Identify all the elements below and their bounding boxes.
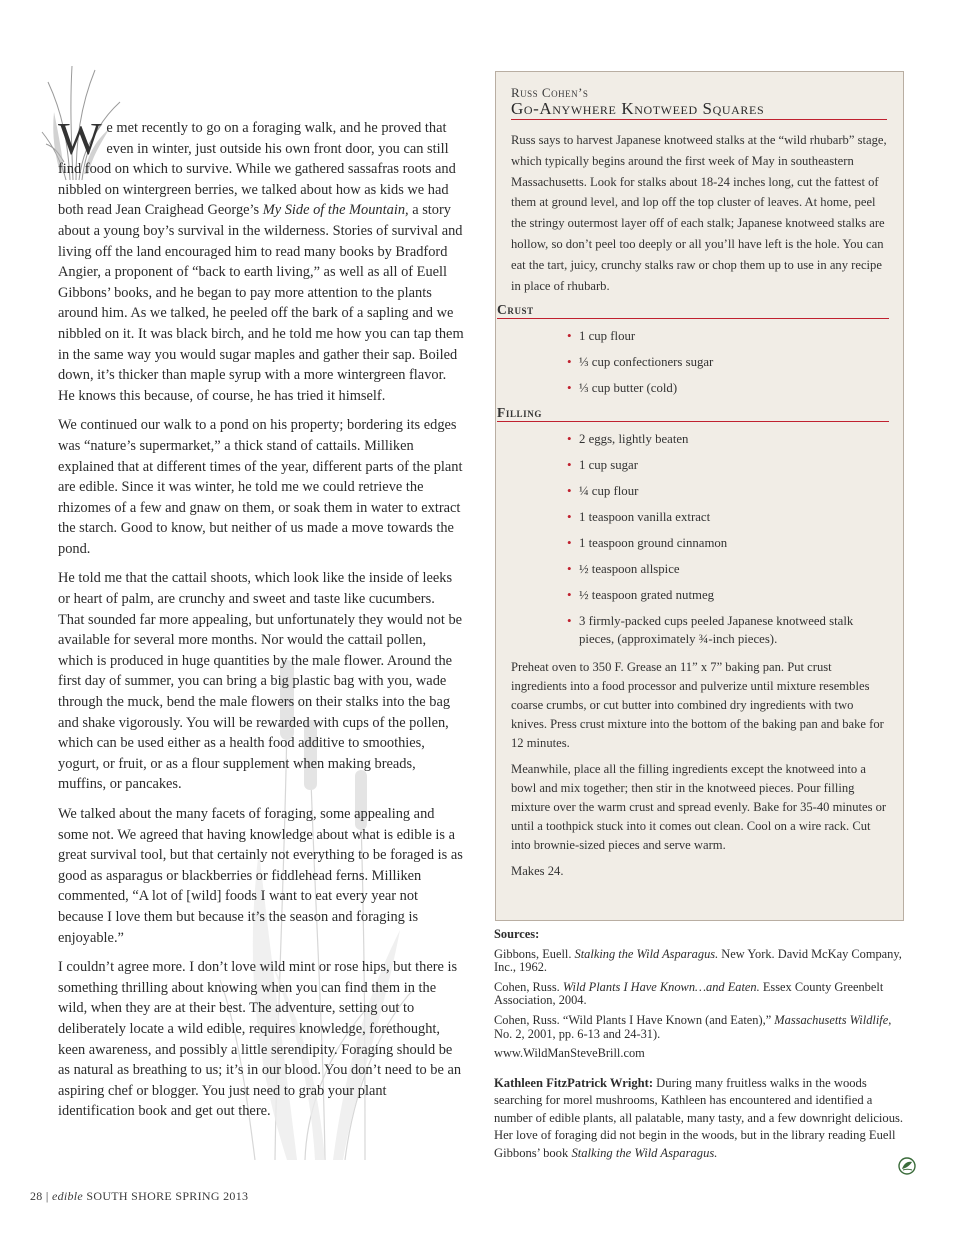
author-bio	[494, 1075, 904, 1162]
list-item	[567, 379, 887, 397]
list-item	[567, 560, 887, 578]
ingredient-text: 3 firmly-packed cups peeled Japanese knotweed stalk pieces, (approximately ¾-inch pieces).	[579, 614, 854, 647]
list-item	[567, 612, 887, 648]
bullet-icon: •	[567, 354, 572, 370]
bullet-icon: •	[567, 509, 572, 525]
source-text: New York. David McKay Company, Inc., 1962.	[494, 946, 902, 975]
paragraph-text: e met recently to go on a foraging walk, and he proved that even in winter, just outside his own front door, you can still find food on which to survive. While we gathered sassafras roots and nibbled on wintergreen berries, we talked about how as kids we had both read Jean Craighead George’s	[58, 120, 456, 219]
bullet-icon: •	[567, 561, 572, 577]
source-entry	[494, 1014, 904, 1041]
bio-text: During many fruitless walks in the woods searching for morel mushrooms, Kathleen has encountered and identified a number of edible plants, all palatable, many tasty, and a few downright delicious. Her love of foraging did not begin in the woods, but in the library reading Euell Gibbons’ book	[494, 1076, 904, 1160]
ingredient-text: 1 cup sugar	[579, 458, 638, 473]
article-paragraph	[58, 113, 464, 406]
article-paragraph: I couldn’t agree more. I don’t love wild mint or rose hips, but there is something thrilling about knowing when you can find them in the wild, when they are at their best. The adventure, setting out to deliberately locate a wild edible, requires knowledge, forethought, keen awareness, and possibly a little serendipity. Foraging should be as natural as breathing to us; it’s in our blood. You don’t need to be an aspiring chef or blogger. You just need to grab your plant identification book and get out there.	[58, 959, 462, 1120]
issue-label: SPRING 2013	[175, 1189, 249, 1203]
bullet-icon: •	[567, 483, 572, 499]
source-text: Cohen, Russ.	[494, 979, 563, 994]
list-item	[567, 456, 887, 474]
list-item	[567, 353, 887, 371]
bullet-icon: •	[567, 457, 572, 473]
ingredient-text: ¼ cup flour	[579, 484, 639, 499]
article-body	[58, 113, 464, 1131]
bullet-icon: •	[567, 328, 572, 344]
list-item	[567, 482, 887, 500]
recipe-step: Preheat oven to 350 F. Grease an 11” x 7” baking pan. Put crust ingredients into a food processor and pulverize until mixture resembles coarse crumbs, or cut butter into combined dry ingredients with two knives. Press crust mixture into the bottom of the baking pan and bake for 12 minutes.	[511, 660, 884, 751]
source-text: Essex County Greenbelt Association, 2004.	[494, 979, 884, 1008]
ingredient-text: 1 teaspoon ground cinnamon	[579, 536, 728, 551]
footer-separator: |	[45, 1189, 49, 1203]
book-title: Stalking the Wild Asparagus.	[571, 1145, 718, 1160]
source-link[interactable]: www.WildManSteveBrill.com	[494, 1046, 645, 1061]
source-entry	[494, 981, 904, 1008]
page-number: 28	[30, 1189, 43, 1203]
source-text: Cohen, Russ. “Wild Plants I Have Known (and Eaten),”	[494, 1012, 775, 1027]
bullet-icon: •	[567, 431, 572, 447]
end-mark-icon	[898, 1157, 916, 1175]
recipe-intro: Russ says to harvest Japanese knotweed stalks at the “wild rhubarb” stage, which typically begins around the first week of May in southeastern Massachusetts. Look for stalks about 18-24 inches long, cut the fattest of them at ground level, and lop off the top cluster of leaves. At home, peel the stringy outermost layer off of each stalk; Japanese knotweed stalks are hollow, so don’t peel too deeply or all you’ll have left is the hole. You can eat the tart, juicy, crunchy stalks raw or chop them up to use in any recipe in place of rhubarb.	[511, 133, 887, 293]
article-paragraph: We continued our walk to a pond on his property; bordering its edges was “nature’s supermarket,” a thick stand of cattails. Milliken explained that at different times of the year, different parts of the plant are edible. Since it was winter, he told me we could retrieve the rhizomes of a few and gnaw on them, or soak them in water to extract the starch. Good to know, but neither of us made a move towards the pond.	[58, 417, 463, 557]
ingredient-text: ½ teaspoon grated nutmeg	[579, 588, 715, 603]
bullet-icon: •	[567, 587, 572, 603]
recipe-kicker: Russ Cohen’s	[511, 85, 589, 100]
ingredient-text: ½ teaspoon allspice	[579, 562, 680, 577]
source-title: Wild Plants I Have Known…and Eaten.	[562, 979, 760, 994]
source-text: Gibbons, Euell.	[494, 946, 575, 961]
ingredient-text: 2 eggs, lightly beaten	[579, 432, 689, 447]
drop-cap: W	[58, 113, 102, 164]
paragraph-text: a story about a young boy’s survival in the wilderness. Stories of survival and living off the land encouraged him to read many books by Bradford Angier, a proponent of “back to earth living,” as well as all of Euell Gibbons’ books, and he began to pay more attention to the plants around him. As we talked, he peeled off the bark of a sapling and we nibbled on it. It was black birch, and he told me how you can tap them in the same way you would sugar maples and gather their sap. Boiled down, it’s thicker than maple syrup with a more wintergreen flavor. He knows this because, of course, he has tried it himself.	[58, 202, 464, 404]
recipe-step: Meanwhile, place all the filling ingredients except the knotweed into a bowl and mix together; then stir in the knotweed pieces. Pour filling mixture over the warm crust and spread evenly. Bake for 35-40 minutes or until a toothpick stuck into it comes out clean. Cool on a wire rack. Cut into brownie-sized pieces and serve warm.	[511, 762, 887, 853]
book-title: My Side of the Mountain,	[262, 202, 409, 219]
source-text: , No. 2, 2001, pp. 6-13 and 24-31).	[494, 1012, 892, 1041]
brand-name: edible	[51, 1189, 84, 1203]
recipe-box	[495, 71, 904, 921]
crust-heading: Crust	[497, 302, 889, 319]
list-item	[567, 508, 887, 526]
bullet-icon: •	[567, 380, 572, 396]
filling-heading: Filling	[497, 405, 889, 422]
list-item	[567, 534, 887, 552]
brand-region: SOUTH SHORE	[86, 1189, 173, 1203]
filling-ingredient-list	[567, 430, 887, 648]
article-paragraph: He told me that the cattail shoots, which look like the inside of leeks or heart of palm, are crunchy and sweet and taste like cucumbers. That sounded far more appealing, but unfortunately they would not be available for several more months. Nor would the cattail pollen, which is produced in huge quantities by the male flower. Around the first day of summer, you can bring a big plastic bag with you, wade through the muck, bend the male flowers on their stalks into the bag and shake vigorously. You will be rewarded with cups of the pollen, which can be used either as a health food additive to smoothies, yogurt, or fruit, or as a flour supplement when making breads, muffins, or pancakes.	[58, 570, 463, 793]
crust-ingredient-list	[567, 327, 887, 397]
sources-section	[494, 928, 904, 1067]
recipe-title: Go-Anywhere Knotweed Squares	[511, 100, 887, 120]
source-title: Massachusetts Wildlife	[774, 1012, 889, 1027]
ingredient-text: ⅓ cup butter (cold)	[579, 381, 678, 396]
list-item	[567, 327, 887, 345]
article-paragraph: We talked about the many facets of foraging, some appealing and some not. We agreed that having knowledge about what is edible is a great survival tool, but that certainly not everything to be foraged is as good as asparagus or blackberries or fiddlehead ferns. Milliken commented, “A lot of [wild] foods I want to eat every year not because I love them but because it’s the season and foraging is enjoyable.”	[58, 806, 463, 946]
source-title: Stalking the Wild Asparagus.	[574, 946, 719, 961]
bullet-icon: •	[567, 535, 572, 551]
recipe-yield: Makes 24.	[511, 864, 564, 879]
list-item	[567, 430, 887, 448]
source-entry	[494, 948, 904, 975]
sources-heading: Sources:	[494, 927, 540, 941]
ingredient-text: 1 teaspoon vanilla extract	[579, 510, 711, 525]
list-item	[567, 586, 887, 604]
ingredient-text: ⅓ cup confectioners sugar	[579, 355, 714, 370]
bullet-icon: •	[567, 613, 572, 629]
ingredient-text: 1 cup flour	[579, 329, 636, 344]
author-name: Kathleen FitzPatrick Wright:	[494, 1076, 654, 1090]
page-footer	[30, 1189, 248, 1204]
